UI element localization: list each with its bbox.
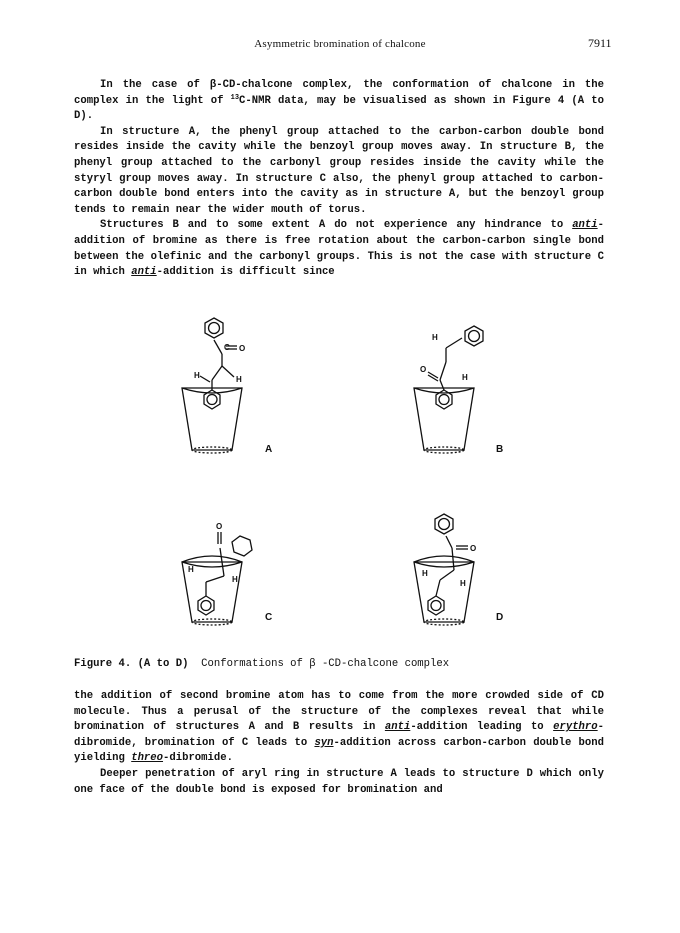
svg-text:H: H [432, 333, 438, 342]
svg-text:H: H [232, 575, 238, 584]
page-number: 7911 [588, 36, 612, 50]
benzene-ring-icon [465, 326, 483, 346]
svg-text:H: H [194, 371, 200, 380]
paragraph-1: In the case of β-CD-chalcone complex, the conformation of chalcone in the complex in the light of $^{13}$C-NMR data, may be visualised as shown in Figure 4 (A to D). [74, 79, 604, 123]
running-title: Asymmetric bromination of chalcone [254, 38, 426, 50]
svg-text:H: H [188, 565, 194, 574]
figure-caption: Figure 4. (A to D) Conformations of β -CD-chalcone complex [74, 658, 450, 670]
label-a: A [265, 444, 273, 455]
paragraph-5: Deeper penetration of aryl ring in structure A leads to structure D which only one face of the double bond is exposed for bromination and [74, 767, 604, 796]
svg-text:O: O [239, 344, 246, 353]
paragraph-3: Structures B and to some extent A do not experience any hindrance to anti-addition of bromine as there is free rotation about the carbon-carbon single bond between the olefinic and the carbonyl groups. This is not the case with structure C in which anti-addition is difficult since [74, 219, 604, 279]
benzene-ring-icon [435, 514, 453, 534]
svg-text:H: H [422, 569, 428, 578]
benzene-ring-icon [205, 318, 223, 338]
svg-text:C: C [224, 343, 230, 352]
svg-text:H: H [460, 579, 466, 588]
structure-b [414, 326, 483, 453]
svg-text:H: H [236, 375, 242, 384]
label-d: D [496, 612, 504, 623]
body-text-bottom [74, 689, 604, 798]
svg-text:O: O [216, 522, 223, 531]
label-b: B [496, 444, 504, 455]
label-c: C [265, 612, 273, 623]
paragraph-2: In structure A, the phenyl group attached to the carbon-carbon double bond resides inside the cavity while the benzoyl group moves away. In structure B, the phenyl group attached to the carbonyl group resides inside the cavity while the styryl group moves away. In structure C also, the phenyl group attached to carbon-carbon double bond enters into the cavity as in structure A, but the benzoyl group tends to remain near the wider mouth of torus. [74, 125, 604, 216]
svg-text:O: O [470, 544, 477, 553]
paragraph-4: the addition of second bromine atom has to come from the more crowded side of CD molecule. Thus a perusal of the structure of the complexes reveal that while bromination of structures A and B results in anti-addition leading to erythro-dibromide, bromination of C leads to syn-addition across carbon-carbon double bond yielding threo-dibromide. [74, 690, 604, 765]
structure-c [182, 522, 252, 625]
figure-4 [140, 300, 540, 645]
svg-text:H: H [462, 373, 468, 382]
svg-text:O: O [420, 365, 427, 374]
structure-d [414, 514, 476, 625]
benzene-ring-icon [232, 536, 252, 556]
body-text-top [74, 78, 604, 281]
structure-a [182, 318, 245, 453]
